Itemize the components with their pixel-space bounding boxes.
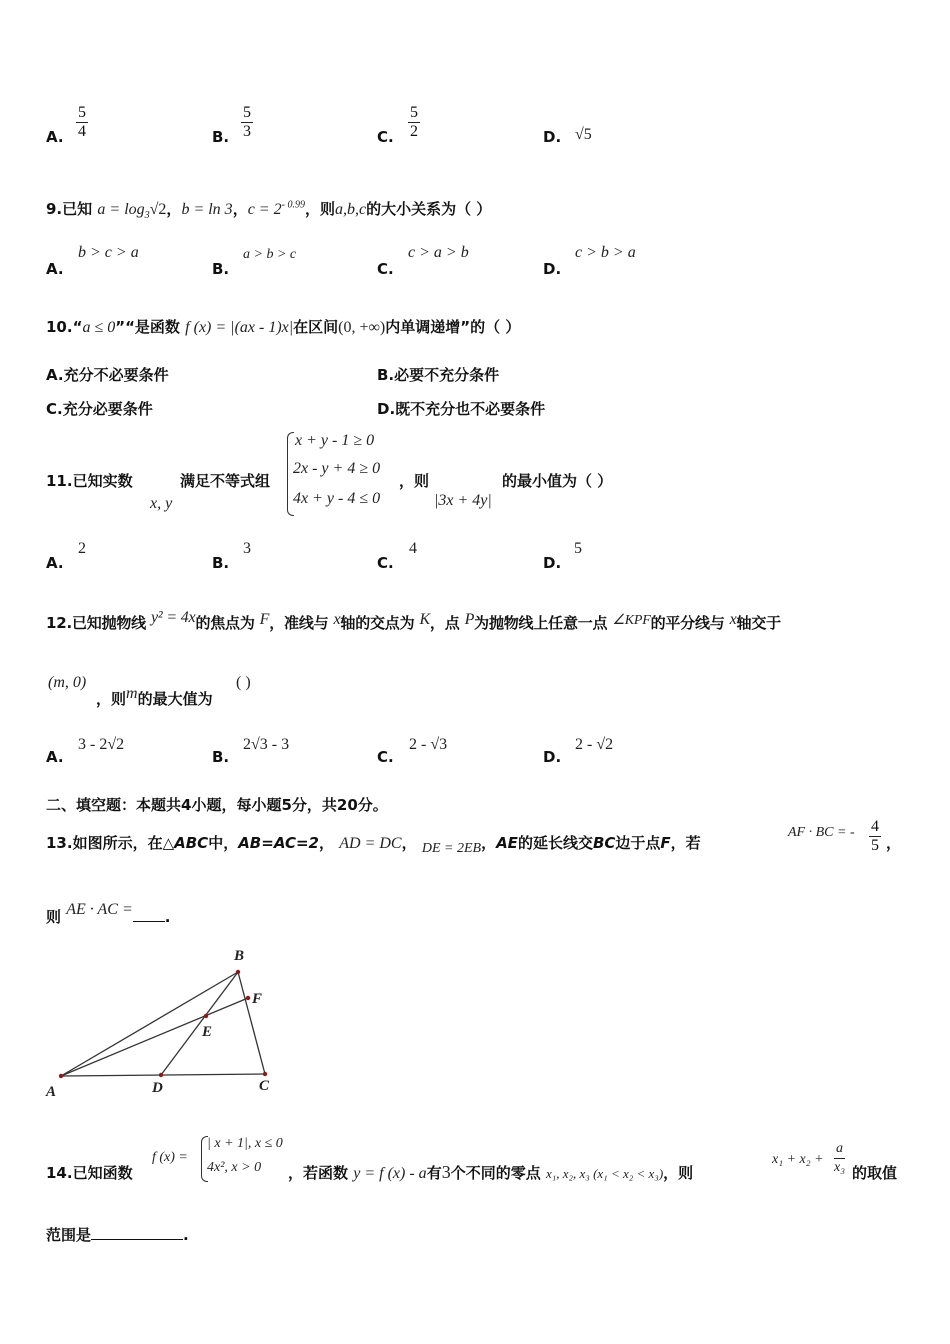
q14-fraction: $\frac{a}{\text{x₃}}$ <box>834 1141 846 1175</box>
q10-option-d: D.既不充分也不必要条件 <box>377 400 546 418</box>
q9-b-expr: b = ln 3 <box>181 201 233 218</box>
q14-expr: x₁ + x₂ + <box>772 1152 824 1167</box>
q14-fx: f (x) = <box>152 1150 188 1165</box>
q9-option-c-math: c > a > b <box>408 244 469 261</box>
q12-option-d-label: D. <box>543 748 562 766</box>
label-d: D <box>152 1080 163 1096</box>
q12-answer-paren: ( ) <box>236 674 251 691</box>
q11-text-3: ，则 <box>399 472 430 490</box>
q10-interval: (0, +∞) <box>338 319 386 336</box>
q11-ineq-3: 4x + y - 4 ≤ 0 <box>293 490 381 507</box>
q10-condition: a ≤ 0 <box>82 319 116 336</box>
q14-case-1: | x + 1|, x ≤ 0 <box>207 1136 283 1151</box>
q8-option-c-label: C. <box>377 128 394 146</box>
q13-ad-dc: AD = DC <box>339 835 402 852</box>
q9-a-expr: $a = \log_3√2$ <box>97 201 167 222</box>
q8-option-d-label: D. <box>543 128 562 146</box>
q10-option-c: C.充分必要条件 <box>46 400 153 418</box>
q12-option-b-math: 2√3 - 3 <box>243 736 290 753</box>
segment-db <box>161 972 238 1075</box>
q11-option-c-label: C. <box>377 554 394 572</box>
q9-option-b-label: B. <box>212 260 230 278</box>
q14-yfx: y = f (x) - a <box>353 1165 427 1182</box>
q8-option-c-fraction: $\frac{5}{2}$ <box>410 104 418 140</box>
q9-option-b-math: a > b > c <box>243 247 297 262</box>
q9-option-d-math: c > b > a <box>575 244 636 261</box>
q12-stem-line2: ，则m的最大值为 <box>96 685 213 708</box>
label-a: A <box>46 1084 57 1100</box>
label-b: B <box>234 948 245 964</box>
q12-stem-line1: 12.已知抛物线 y² = 4x的焦点为 F，准线与 x轴的交点为 K，点 P为抛物线上任意一点 ∠KPF的平分线与 x轴交于 <box>46 609 781 632</box>
q8-option-b-fraction: $\frac{5}{3}$ <box>243 104 251 140</box>
q14-piecewise <box>201 1136 301 1182</box>
q11-system <box>287 432 407 516</box>
q9-option-a-label: A. <box>46 260 64 278</box>
q14-stem-start: 14.已知函数 <box>46 1164 133 1182</box>
q11-ineq-2: 2x - y + 4 ≥ 0 <box>293 460 381 477</box>
label-f: F <box>252 991 263 1007</box>
q8-option-b-label: B. <box>212 128 230 146</box>
q11-stem-start: 11.已知实数 <box>46 472 133 490</box>
q9-stem: 9.已知 $a = \log_3√2$，b = ln 3，$c = 2^{- 0.99}$，则a,b,c的大小关系为（ ） <box>46 199 492 222</box>
q8-option-d-math: √5 <box>575 126 592 143</box>
q12-option-d-math: 2 - √2 <box>575 736 614 753</box>
section-heading-fill-in: 二、填空题：本题共4小题，每小题5分，共20分。 <box>46 796 388 814</box>
q13-de-eb: DE = 2EB <box>421 841 482 856</box>
q12-option-c-math: 2 - √3 <box>409 736 448 753</box>
q11-option-d-label: D. <box>543 554 562 572</box>
q12-angle: ∠KPF <box>612 613 651 628</box>
q11-option-d-math: 5 <box>574 540 582 557</box>
q12-point: (m, 0) <box>48 674 87 691</box>
q11-target: |3x + 4y| <box>434 492 492 509</box>
q14-zeros: x₁, x₂, x₃ (x₁ < x₂ < x₃) <box>545 1166 664 1181</box>
q13-stem-line1: 13.如图所示，在△ABC中，AB=AC=2， AD = DC， DE = 2EB，AE的延长线交BC边于点F，若 <box>46 834 701 856</box>
q9-abc: a,b,c <box>334 201 367 218</box>
q11-text-4: 的最小值为（ ） <box>502 472 613 490</box>
q8-option-a-label: A. <box>46 128 64 146</box>
q9-c-expr: $c = 2^{- 0.99}$ <box>247 199 305 218</box>
q11-vars: x, y <box>150 495 173 512</box>
q13-comma: ， <box>886 834 902 852</box>
q14-text-6: 的取值 <box>852 1164 898 1182</box>
q9-option-a-math: b > c > a <box>78 244 139 261</box>
q11-ineq-1: x + y - 1 ≥ 0 <box>295 432 375 449</box>
q10-stem: 10.“a ≤ 0”“是函数 f (x) = |(ax - 1)x|在区间(0, +∞)内单调递增”的（ ） <box>46 318 521 336</box>
q12-option-a-label: A. <box>46 748 64 766</box>
label-c: C <box>259 1078 270 1094</box>
q11-option-b-math: 3 <box>243 540 251 557</box>
q13-dot-product: AF · BC = - <box>788 825 855 840</box>
q12-option-b-label: B. <box>212 748 230 766</box>
q14-stem-middle: ，若函数 y = f (x) - a有3个不同的零点 x₁, x₂, x₃ (x₁ < x₂ < x₃)，则 <box>288 1162 694 1182</box>
q8-option-a-fraction: $\frac{5}{4}$ <box>78 104 86 140</box>
q13-ask-expr: AE · AC = <box>66 901 133 918</box>
q13-fraction: $\frac{4}{5}$ <box>871 818 879 854</box>
q11-option-b-label: B. <box>212 554 230 572</box>
q13-stem-line2: 则 AE · AC = . <box>46 901 171 926</box>
q11-option-a-label: A. <box>46 554 64 572</box>
label-e: E <box>202 1024 213 1040</box>
q12-option-c-label: C. <box>377 748 394 766</box>
q14-case-2: 4x², x > 0 <box>207 1160 262 1175</box>
q13-triangle-figure <box>40 944 280 1104</box>
q13-answer-blank[interactable] <box>133 921 165 922</box>
q9-option-d-label: D. <box>543 260 562 278</box>
q12-option-a-math: 3 - 2√2 <box>78 736 125 753</box>
q12-parabola: y² = 4x <box>151 609 196 626</box>
q11-option-a-math: 2 <box>78 540 86 557</box>
segment-bc <box>238 972 265 1074</box>
segment-af <box>61 998 248 1076</box>
q11-option-c-math: 4 <box>409 540 417 557</box>
q10-option-a: A.充分不必要条件 <box>46 366 169 384</box>
q11-text-2: 满足不等式组 <box>180 472 271 490</box>
q14-answer-blank[interactable] <box>91 1239 183 1240</box>
q10-option-b: B.必要不充分条件 <box>377 366 500 384</box>
q14-stem-line2: 范围是 . <box>46 1226 189 1244</box>
q10-function: f (x) = |(ax - 1)x| <box>185 319 294 336</box>
q9-option-c-label: C. <box>377 260 394 278</box>
